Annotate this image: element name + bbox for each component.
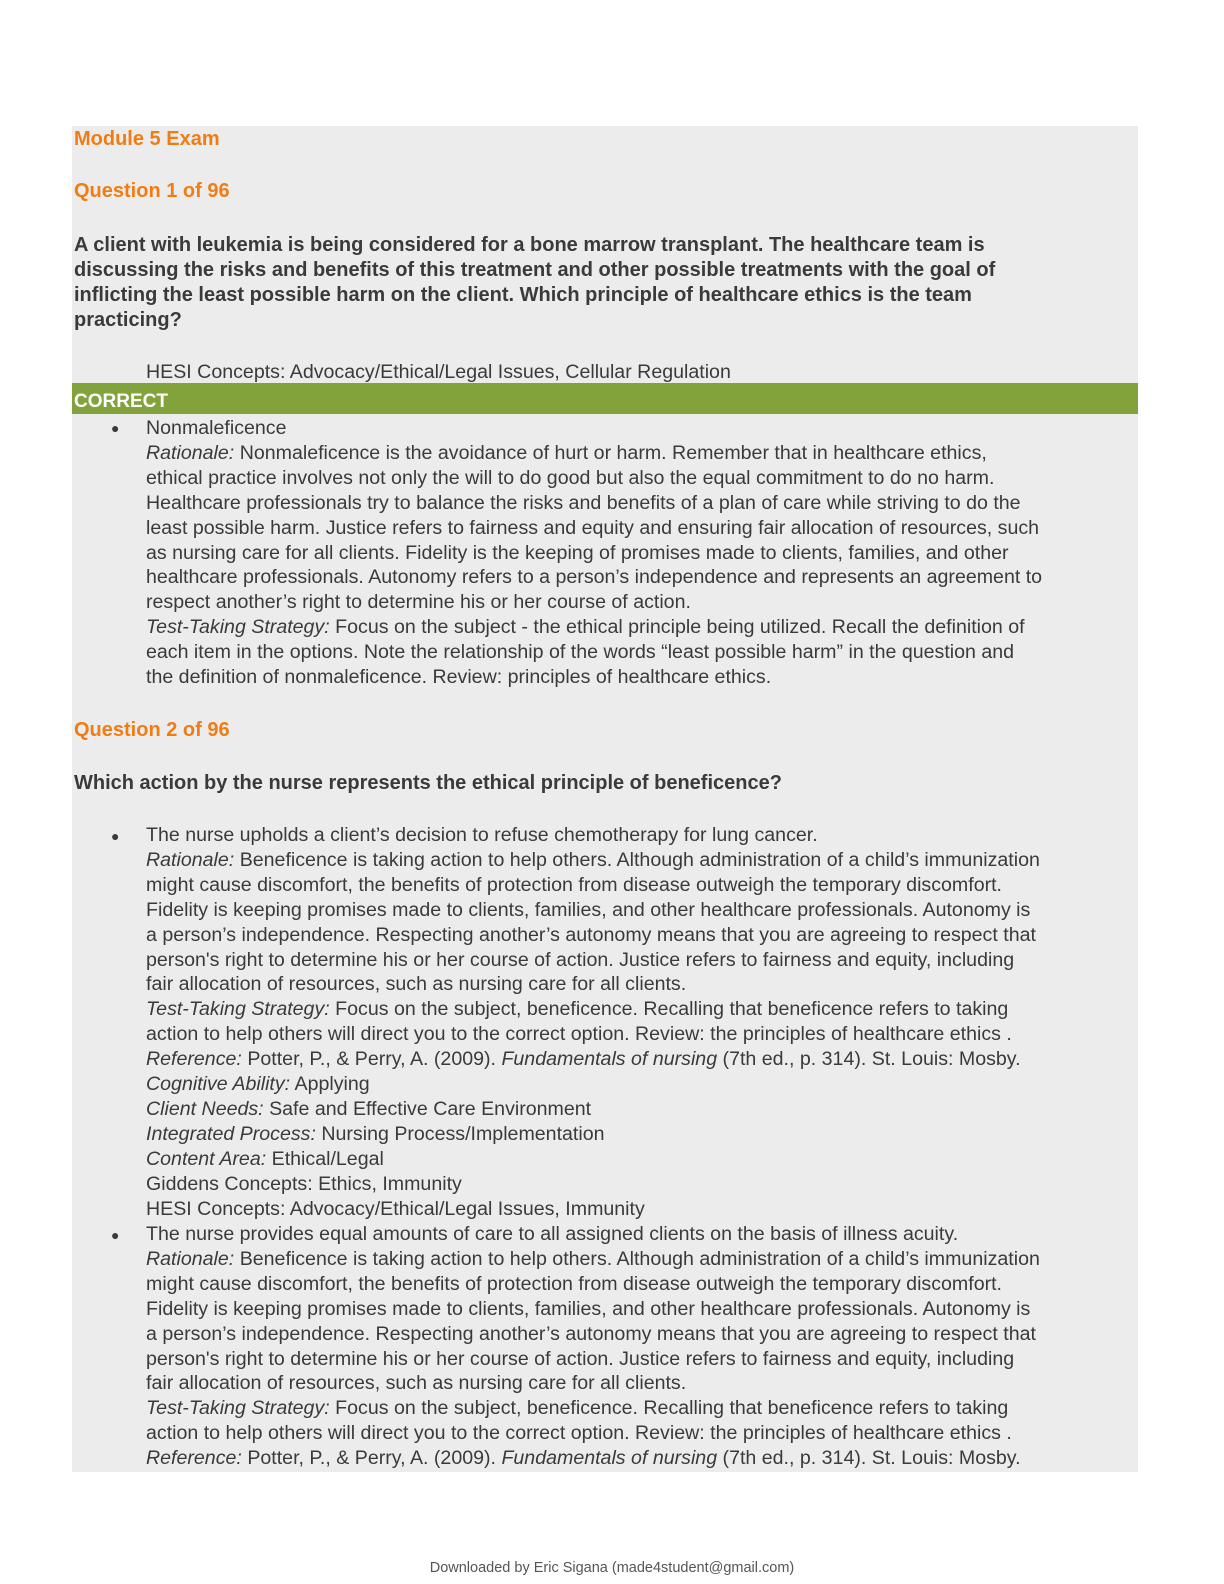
reference-text: Potter, P., & Perry, A. (2009). [247,1447,496,1470]
rationale-line: might cause discomfort, the benefits of protection from disease outweigh the temporary discomfort. [146,873,1003,896]
strategy-label: Test-Taking Strategy: [146,998,330,1021]
correct-status-bar [72,383,1138,414]
q1-answer-block [146,416,1141,690]
q2-option-1-block [146,823,1141,1222]
rationale-label: Rationale: [146,441,235,464]
question-line: practicing? [74,309,182,331]
question-line: inflicting the least possible harm on the client. Which principle of healthcare ethics is the team [74,284,972,306]
rationale-line: Beneficence is taking action to help others. Although administration of a child’s immunization [239,848,1040,871]
reference-label: Reference: [146,1048,242,1071]
rationale-line: Beneficence is taking action to help others. Although administration of a child’s immunization [239,1247,1040,1270]
reference-book: Fundamentals of nursing [501,1048,718,1071]
answer-text: Nonmaleficence [146,417,287,439]
question-2-text: Which action by the nurse represents the ethical principle of beneficence? [74,772,782,794]
cognitive-label: Cognitive Ability: [146,1073,291,1096]
rationale-line: fair allocation of resources, such as nursing care for all clients. [146,1372,687,1395]
cognitive-value: Applying [294,1073,370,1096]
client-needs-label: Client Needs: [146,1097,264,1120]
download-footer: Downloaded by Eric Sigana (made4student@gmail.com) [429,1560,795,1576]
bullet-icon: ● [111,828,120,844]
rationale-line: healthcare professionals. Autonomy refers to a person’s independence and represents an agreement to [146,566,1043,589]
rationale-line: person's right to determine his or her course of action. Justice refers to fairness and equity, including [146,948,1015,971]
reference-text: (7th ed., p. 314). St. Louis: Mosby. [722,1447,1021,1470]
rationale-line: Fidelity is keeping promises made to clients, families, and other healthcare professionals. Autonomy is [146,898,1031,921]
bullet-icon: ● [111,420,120,436]
strategy-line: Focus on the subject - the ethical principle being utilized. Recall the definition of [335,616,1025,639]
rationale-line: might cause discomfort, the benefits of protection from disease outweigh the temporary discomfort. [146,1272,1003,1295]
correct-status-label: CORRECT [74,391,168,412]
strategy-line: each item in the options. Note the relationship of the words “least possible harm” in the question and [146,641,1015,664]
rationale-line: a person’s independence. Respecting another’s autonomy means that you are agreeing to respect that [146,923,1036,946]
q2-option-2-block [146,1222,1141,1471]
strategy-line: the definition of nonmaleficence. Review: principles of healthcare ethics. [146,666,772,689]
giddens-concepts: Giddens Concepts: Ethics, Immunity [146,1172,462,1195]
answer-text: The nurse provides equal amounts of care to all assigned clients on the basis of illness acuity. [146,1223,959,1245]
reference-text: Potter, P., & Perry, A. (2009). [247,1048,496,1071]
question-1-heading: Question 1 of 96 [74,180,230,202]
rationale-line: Fidelity is keeping promises made to clients, families, and other healthcare professionals. Autonomy is [146,1297,1031,1320]
rationale-line: respect another’s right to determine his or her course of action. [146,591,691,614]
strategy-line: action to help others will direct you to the correct option. Review: the principles of healthcare ethics . [146,1422,1012,1445]
rationale-label: Rationale: [146,1247,235,1270]
strategy-line: Focus on the subject, beneficence. Recalling that beneficence refers to taking [335,998,1009,1021]
question-line: discussing the risks and benefits of this treatment and other possible treatments with the goal of [74,259,996,281]
rationale-label: Rationale: [146,848,235,871]
answer-text: The nurse upholds a client’s decision to refuse chemotherapy for lung cancer. [146,824,818,846]
module-title: Module 5 Exam [74,128,220,150]
content-area-label: Content Area: [146,1147,267,1170]
q1-hesi-concepts: HESI Concepts: Advocacy/Ethical/Legal Issues, Cellular Regulation [146,361,731,383]
strategy-label: Test-Taking Strategy: [146,616,330,639]
process-label: Integrated Process: [146,1122,316,1145]
rationale-line: fair allocation of resources, such as nursing care for all clients. [146,973,687,996]
hesi-concepts: HESI Concepts: Advocacy/Ethical/Legal Issues, Immunity [146,1197,645,1220]
bullet-icon: ● [111,1227,120,1243]
reference-book: Fundamentals of nursing [501,1447,718,1470]
rationale-line: Healthcare professionals try to balance the risks and benefits of a plan of care while striving to do the [146,491,1021,514]
process-value: Nursing Process/Implementation [321,1122,605,1145]
question-1-text [74,233,1134,333]
reference-text: (7th ed., p. 314). St. Louis: Mosby. [722,1048,1021,1071]
rationale-line: a person’s independence. Respecting another’s autonomy means that you are agreeing to respect that [146,1322,1036,1345]
rationale-line: ethical practice involves not only the will to do good but also the equal commitment to do no harm. [146,466,995,489]
client-needs-value: Safe and Effective Care Environment [269,1097,592,1120]
rationale-line: Nonmaleficence is the avoidance of hurt or harm. Remember that in healthcare ethics, [239,441,987,464]
strategy-line: action to help others will direct you to the correct option. Review: the principles of healthcare ethics . [146,1023,1012,1046]
rationale-line: person's right to determine his or her course of action. Justice refers to fairness and equity, including [146,1347,1015,1370]
strategy-label: Test-Taking Strategy: [146,1397,330,1420]
reference-label: Reference: [146,1447,242,1470]
rationale-line: as nursing care for all clients. Fidelity is the keeping of promises made to clients, families, and other [146,541,1009,564]
question-2-heading: Question 2 of 96 [74,719,230,741]
content-area-value: Ethical/Legal [271,1147,384,1170]
rationale-line: least possible harm. Justice refers to fairness and equity and ensuring fair allocation of resources, such [146,516,1040,539]
strategy-line: Focus on the subject, beneficence. Recalling that beneficence refers to taking [335,1397,1009,1420]
question-line: A client with leukemia is being considered for a bone marrow transplant. The healthcare team is [74,234,985,256]
